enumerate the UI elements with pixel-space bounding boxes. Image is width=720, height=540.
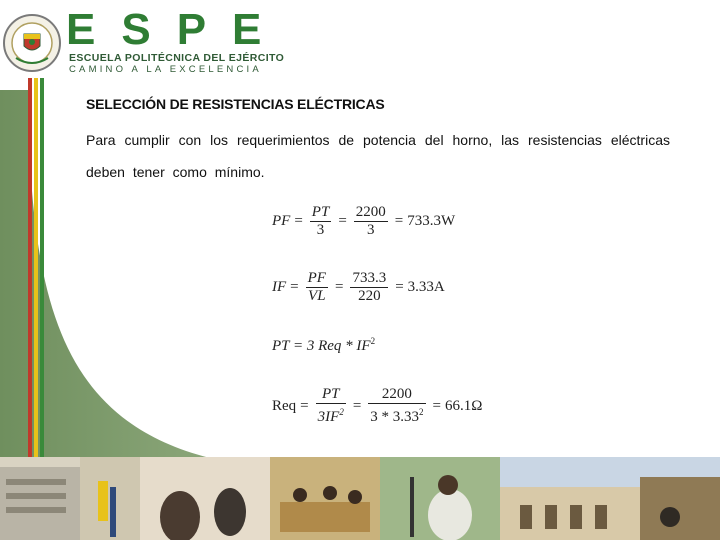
formula4-num1: PT (316, 386, 346, 404)
formula4-result: 66.1Ω (445, 397, 483, 414)
institution-motto: CAMINO A LA EXCELENCIA (69, 64, 262, 75)
formula4-lhs: Req (272, 397, 297, 414)
formula2-lhs: IF (272, 279, 287, 295)
slide-paragraph: Para cumplir con los requerimientos de potencia del horno, las resistencias eléctricas deben tener como mínimo. (86, 132, 670, 180)
institution-name: ESCUELA POLITÉCNICA DEL EJÉRCITO (69, 52, 285, 64)
formula1-result: 733.3W (407, 213, 456, 229)
stripe-yellow (34, 78, 38, 468)
photo-collage-strip (0, 457, 720, 540)
formula2-num2: 733.3 (352, 270, 387, 286)
formula1-lhs: PF (272, 213, 291, 229)
stripe-green (40, 78, 44, 468)
formula1-den1: 3 (316, 222, 325, 238)
formula2-result: 3.33A (407, 279, 445, 295)
formula4-den2: 3 * 3.33 (370, 409, 420, 425)
formula4-den1: 3IF (317, 409, 340, 425)
formula2-den2: 220 (358, 288, 381, 304)
formula-power-per-phase: PF = $\frac{PT}{3}$ = $\frac{2200}{3}$ = 733.3W (272, 204, 456, 238)
formula3-text: PT = 3 Req * IF (272, 338, 371, 354)
formula2-den1: VL (308, 288, 326, 304)
brand-title: ESPE (66, 5, 288, 54)
formula-equivalent-resistance: Req = $\frac{PT}{3IF^2}$ = $\frac{2200}{3 * 3.33^2}$ = 66.1Ω (272, 386, 483, 425)
formula-current-per-phase: IF = $\frac{PF}{VL}$ = $\frac{733.3}{220}$ = 3.33A (272, 270, 445, 304)
formula1-den2: 3 (367, 222, 375, 238)
formula2-num1: PF (307, 270, 326, 286)
formula4-num2: 2200 (368, 386, 425, 404)
formula1-num2: 2200 (355, 204, 386, 220)
institution-seal-logo (2, 12, 62, 74)
slide-heading: SELECCIÓN DE RESISTENCIAS ELÉCTRICAS (86, 96, 385, 112)
stripe-red (28, 78, 32, 468)
formula-total-power: PT = 3 Req * $IF^2$ (272, 336, 376, 354)
formula1-num1: PT (311, 204, 330, 220)
